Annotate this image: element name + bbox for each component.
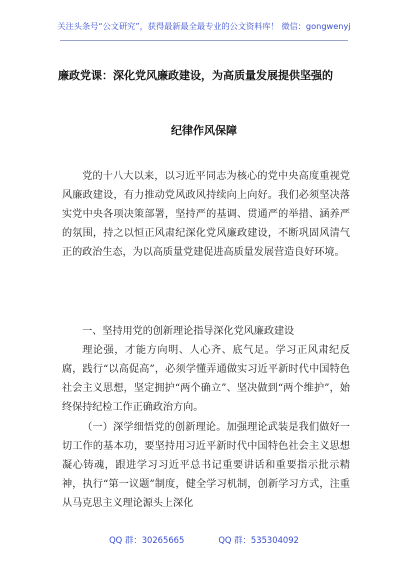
- paragraph-text: 理论强，才能方向明、人心齐、底气足。学习正风肃纪反腐，践行“以高促高”，必须学懂弄通做实习近平新时代中国特色社会主义思想，坚定拥护“两个确立”、坚决做到“两个维护”，始终保持纪检工作正确政治方向。: [62, 345, 350, 414]
- section-heading-1: [62, 322, 350, 341]
- body-paragraph-intro: [62, 167, 350, 262]
- document-title-line-1: 廉政党课：深化党风廉政建设，为高质量发展提供坚强的: [58, 69, 333, 82]
- header-divider: [60, 40, 348, 41]
- header-promo-banner: 关注头条号“公文研究”，获得最新最全最专业的公文资料库！ 微信：gongwenyj: [57, 21, 351, 31]
- paragraph-text: 党的十八大以来，以习近平同志为核心的党中央高度重视党风廉政建设，有力推动党风政风持续向上向好。我们必须坚决落实党中央各项决策部署，坚持严的基调、贯通严的举措、涵养严的氛围，持之以恒正风肃纪深化党风廉政建设，不断巩固风清气正的政治生态，为以高质量党建促进高质量发展营造良好环境。: [62, 171, 350, 259]
- body-paragraph-subsection-1: [62, 418, 350, 513]
- document-title-line-2: 纪律作风保障: [171, 124, 237, 137]
- footer-qq-group-1: QQ 群：30265665: [109, 535, 185, 545]
- footer-qq-group-2: QQ 群：535304092: [218, 535, 299, 545]
- section-heading-text: 一、坚持用党的创新理论指导深化党风廉政建设: [82, 326, 295, 337]
- body-paragraph-section-1: [62, 341, 350, 417]
- footer-contact: [0, 534, 408, 546]
- paragraph-text: （一）深学细悟党的创新理论。加强理论武装是我们做好一切工作的基本功，要坚持用习近平新时代中国特色社会主义思想凝心铸魂，跟进学习习近平总书记重要讲话和重要指示批示精神，执行“第一议题”制度，健全学习机制，创新学习方式，注重从马克思主义理论源头上深化: [62, 422, 350, 510]
